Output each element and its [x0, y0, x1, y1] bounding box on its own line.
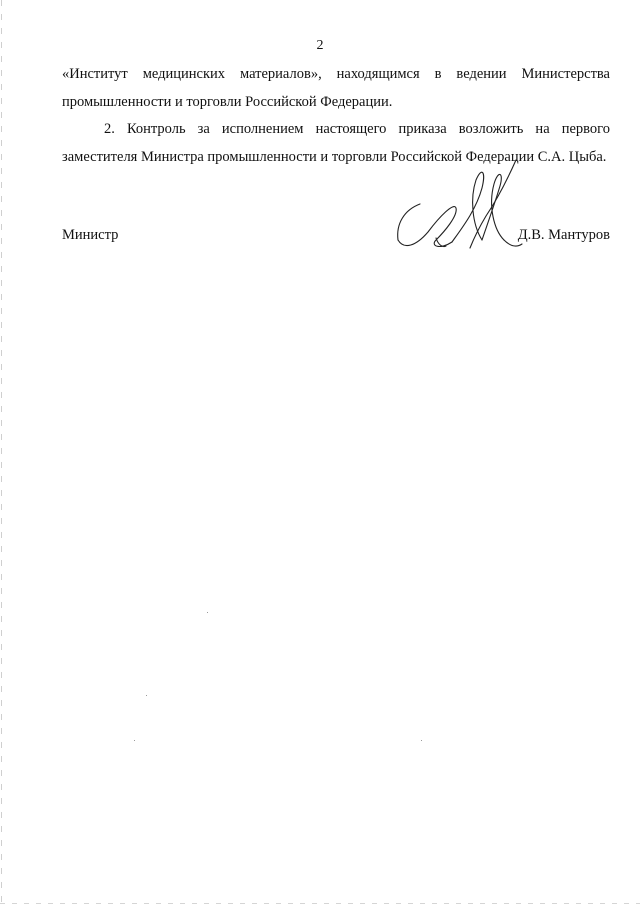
scan-speck — [146, 695, 147, 696]
page-number: 2 — [316, 38, 324, 53]
scan-speck — [134, 740, 135, 741]
scan-edge-left — [1, 0, 2, 905]
paragraph-2: 2. Контроль за исполнением настоящего приказа возложить на первого заместителя Министра промышленности и торговли Российской Федерации С.А. Цыба. — [62, 121, 610, 165]
scan-edge-bottom — [0, 903, 640, 904]
paragraph-1: «Институт медицинских материалов», находящимся в ведении Министерства промышленности и торговли Российской Федерации. — [62, 66, 610, 110]
handwritten-signature — [390, 158, 530, 258]
scan-speck — [207, 612, 208, 613]
scan-speck — [421, 740, 422, 741]
signatory-name: Д.В. Мантуров — [517, 227, 610, 243]
signatory-title: Министр — [62, 227, 119, 243]
